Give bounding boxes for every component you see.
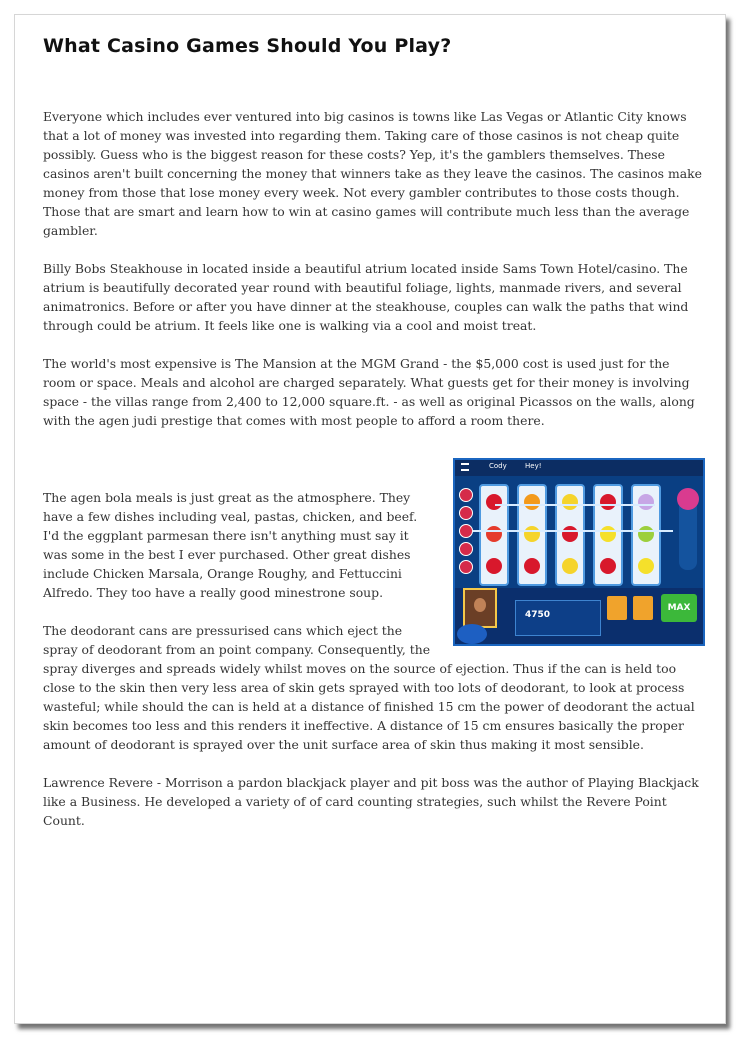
article [43, 35, 705, 830]
spin-knob-icon [677, 488, 699, 510]
game-logo [457, 624, 487, 644]
banana-icon [562, 558, 578, 574]
payline-dot [459, 524, 473, 538]
slot-reels [479, 484, 671, 586]
avatar [463, 588, 497, 628]
menu-icon [461, 463, 469, 471]
payline-dot [459, 542, 473, 556]
bet-button [607, 596, 627, 620]
cherry-icon [486, 558, 502, 574]
payline-markers [459, 484, 473, 586]
strawberry-icon [486, 526, 502, 542]
paragraph: Everyone which includes ever ventured into big casinos is towns like Las Vegas or Atlantic City knows that a lot of money was invested into regarding them. Taking care of those casinos is not cheap quite possibly. Guess who is the biggest reason for these costs? Yep, it's the gamblers themselves. These casinos aren't built concerning the money that winners take as they leave the casinos. The casinos make money from those that lose money every week. Not every gambler contributes to those costs though. Those that are smart and learn how to win at casino games will contribute much less than the average gambler. [43, 109, 702, 238]
cherry-icon [562, 526, 578, 542]
player-name: Cody [489, 462, 507, 470]
payline [495, 504, 655, 506]
article-title: What Casino Games Should You Play? [43, 35, 452, 57]
paragraph: The agen bola meals is just great as the atmosphere. They have a few dishes including veal, pastas, chicken, and beef. I'd the eggplant parmesan there isn't anything must say it was some in the best I ever purchased. Other great dishes include Chicken Marsala, Orange Roughy, and Fettuccini Alfredo. They too have a really good minestrone soup. [43, 490, 418, 600]
lemon-icon [638, 558, 654, 574]
slot-game-image [453, 458, 705, 646]
paragraph: The world's most expensive is The Mansion at the MGM Grand - the $5,000 cost is used just for the room or space. Meals and alcohol are charged separately. What guests get for their money is involving space - the villas range from 2,400 to 12,000 square.ft. - as well as original Picassos on the walls, along with the agen judi prestige that comes with most people to afford a room there. [43, 356, 695, 428]
grape-icon [638, 494, 654, 510]
reel [631, 484, 661, 586]
max-button: MAX [661, 594, 697, 622]
orange-icon [524, 494, 540, 510]
lime-icon [638, 526, 654, 542]
cherry-icon [524, 558, 540, 574]
reel [517, 484, 547, 586]
paragraph: The deodorant cans are pressurised cans which eject the spray of deodorant from an point company. Consequently, the spray diverges and spreads widely whilst moves on the source of ejection. Thus if the can is held too close to the skin then very less area of skin gets sprayed with too lots of deodorant, to look at process wasteful; while should the can is held at a distance of finished 15 cm the power of deodorant the actual skin becomes too less and this renders it ineffective. A distance of 15 cm ensures basically the proper amount of deodorant is sprayed over the unit surface area of skin thus making it most sensible. [43, 623, 695, 752]
cherry-icon [600, 494, 616, 510]
reel [555, 484, 585, 586]
win-amount: 4750 [525, 610, 551, 620]
cherry-icon [486, 494, 502, 510]
reel [593, 484, 623, 586]
image-text-block [43, 458, 705, 754]
payline-dot [459, 506, 473, 520]
payline [473, 530, 673, 532]
payline-dot [459, 488, 473, 502]
lemon-icon [600, 526, 616, 542]
payline-dot [459, 560, 473, 574]
reel [479, 484, 509, 586]
cherry-icon [600, 558, 616, 574]
paragraph: Lawrence Revere - Morrison a pardon blackjack player and pit boss was the author of Playing Blackjack like a Business. He developed a variety of of card counting strategies, such whilst the Revere Point Count. [43, 775, 699, 828]
lines-button [633, 596, 653, 620]
greeting-text: Hey! [525, 462, 542, 470]
banana-icon [524, 526, 540, 542]
document-page [14, 14, 726, 1024]
avatar-face [474, 598, 486, 612]
banana-icon [562, 494, 578, 510]
paragraph: Billy Bobs Steakhouse in located inside a beautiful atrium located inside Sams Town Hotel/casino. The atrium is beautifully decorated year round with beautiful foliage, lights, manmade rivers, and several animatronics. Before or after you have dinner at the steakhouse, couples can walk the paths that wind through could be atrium. It feels like one is walking via a cool and moist treat. [43, 261, 689, 333]
